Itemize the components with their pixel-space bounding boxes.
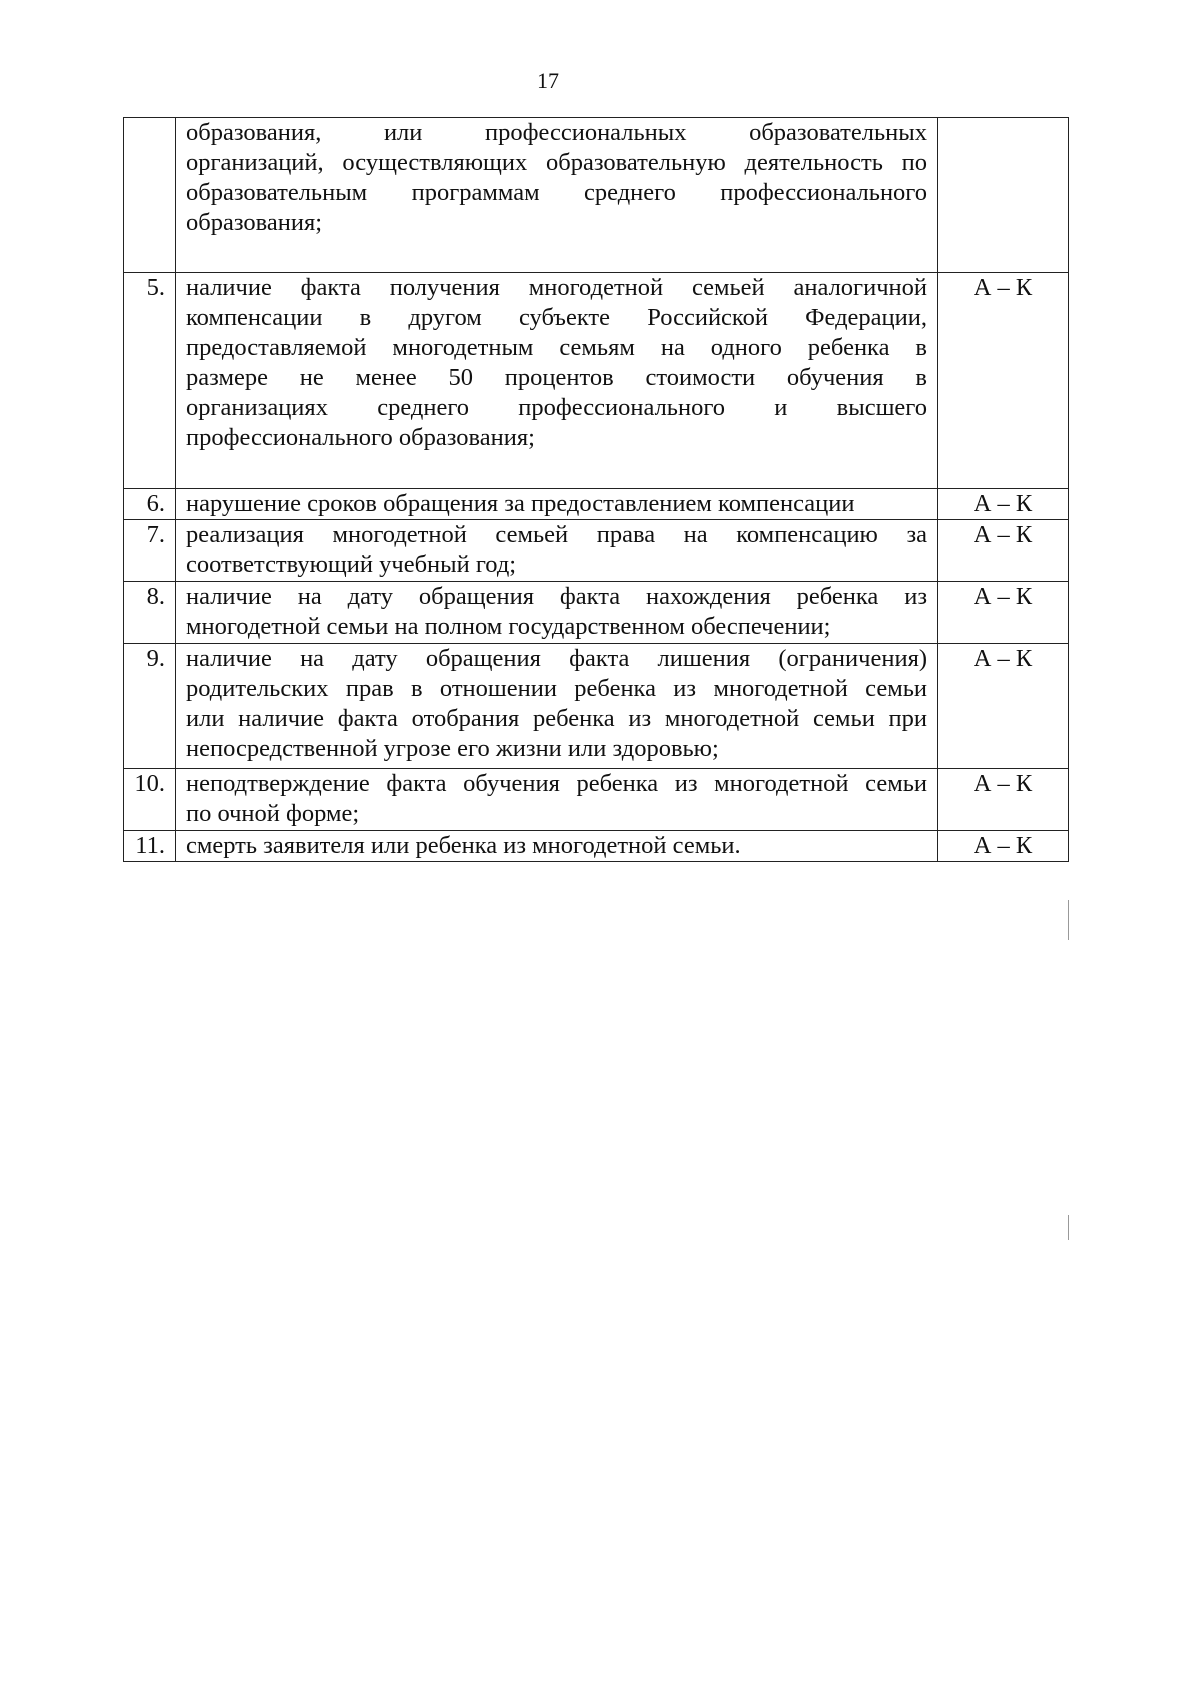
text-line: соответствующий учебный год; [186,551,517,578]
row-text [176,489,938,520]
text-line: предоставляемой многодетным семьям на одного ребенка в [186,334,927,361]
text-line: наличие факта получения многодетной семьей аналогичной [186,274,927,301]
table-row [124,644,1069,769]
text-line: многодетной семьи на полном государственном обеспечении; [186,613,831,640]
row-number: 7. [124,520,176,582]
row-text [176,582,938,644]
table-row [124,520,1069,582]
table-row [124,118,1069,273]
row-text [176,273,938,489]
table-row [124,273,1069,489]
text-line: образования, или профессиональных образовательных [186,119,927,146]
table-row [124,831,1069,862]
text-line: неподтверждение факта обучения ребенка из многодетной семьи [186,770,927,797]
row-code: А – К [938,520,1069,582]
row-number [124,118,176,273]
row-number: 10. [124,769,176,831]
text-line: образования; [186,209,323,236]
text-line: непосредственной угрозе его жизни или здоровью; [186,735,719,762]
row-code [938,118,1069,273]
grounds-table [123,117,1069,862]
text-line: реализация многодетной семьей права на компенсацию за [186,521,927,548]
table-row [124,489,1069,520]
text-line: образовательным программам среднего профессионального [186,179,927,206]
table-row [124,582,1069,644]
row-number: 5. [124,273,176,489]
text-line: организациях среднего профессионального и высшего [186,394,927,421]
row-code: А – К [938,273,1069,489]
row-text [176,831,938,862]
text-line: или наличие факта отобрания ребенка из многодетной семьи при [186,705,927,732]
row-number: 9. [124,644,176,769]
scan-edge-mark [1068,900,1069,940]
row-number: 6. [124,489,176,520]
table-row [124,769,1069,831]
scan-edge-mark [1068,1215,1069,1240]
text-line: по очной форме; [186,800,360,827]
row-text [176,118,938,273]
row-code: А – К [938,582,1069,644]
text-line: профессионального образования; [186,424,535,451]
row-text [176,520,938,582]
text-line: наличие на дату обращения факта нахождения ребенка из [186,583,927,610]
text-line: наличие на дату обращения факта лишения (ограничения) [186,645,927,672]
text-line: нарушение сроков обращения за предоставлением компенсации [186,490,855,517]
text-line: компенсации в другом субъекте Российской Федерации, [186,304,927,331]
row-code: А – К [938,644,1069,769]
text-line: размере не менее 50 процентов стоимости обучения в [186,364,927,391]
text-line: родительских прав в отношении ребенка из многодетной семьи [186,675,927,702]
table-body [124,118,1069,862]
text-line: организаций, осуществляющих образовательную деятельность по [186,149,927,176]
text-line: смерть заявителя или ребенка из многодетной семьи. [186,832,741,859]
row-text [176,644,938,769]
page-number: 17 [537,68,559,93]
row-code: А – К [938,489,1069,520]
row-number: 11. [124,831,176,862]
row-code: А – К [938,831,1069,862]
row-number: 8. [124,582,176,644]
row-code: А – К [938,769,1069,831]
row-text [176,769,938,831]
